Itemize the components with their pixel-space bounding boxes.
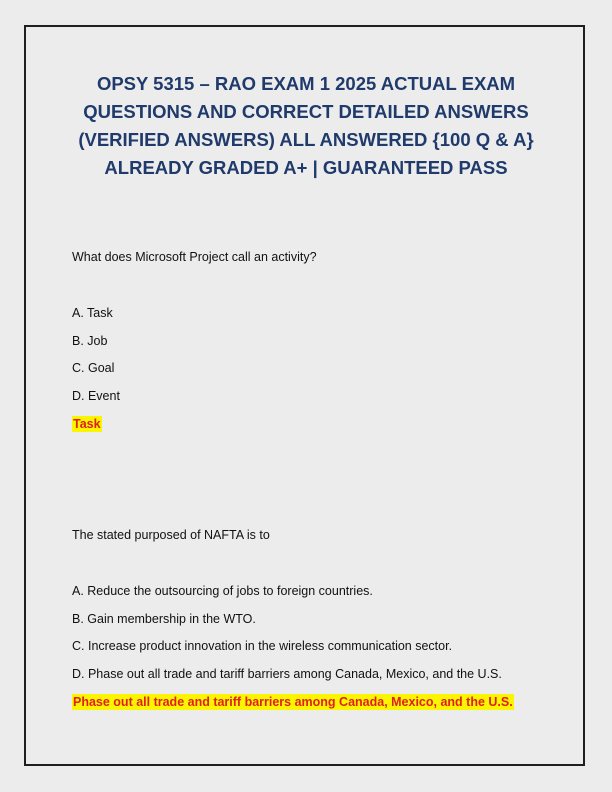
question-2-option-b: B. Gain membership in the WTO. [72,612,256,626]
question-1-option-a: A. Task [72,306,113,320]
question-2-option-a: A. Reduce the outsourcing of jobs to foreign countries. [72,584,373,598]
document-title [60,70,552,182]
question-1-option-c: C. Goal [72,361,115,375]
title-line: (VERIFIED ANSWERS) ALL ANSWERED {100 Q & A} [78,129,534,150]
question-2-option-d: D. Phase out all trade and tariff barriers among Canada, Mexico, and the U.S. [72,667,502,681]
question-1-option-d: D. Event [72,389,120,403]
question-2-prompt: The stated purposed of NAFTA is to [72,528,270,542]
title-line: ALREADY GRADED A+ | GUARANTEED PASS [104,157,508,178]
question-1-answer: Task [73,417,101,431]
question-2-option-c: C. Increase product innovation in the wireless communication sector. [72,639,453,653]
title-line: OPSY 5315 – RAO EXAM 1 2025 ACTUAL EXAM [96,73,516,94]
question-2-answer: Phase out all trade and tariff barriers among Canada, Mexico, and the U.S. [73,695,513,709]
question-1-prompt: What does Microsoft Project call an activity? [72,250,317,264]
question-1-option-b: B. Job [72,334,108,348]
title-line: QUESTIONS AND CORRECT DETAILED ANSWERS [83,101,529,122]
